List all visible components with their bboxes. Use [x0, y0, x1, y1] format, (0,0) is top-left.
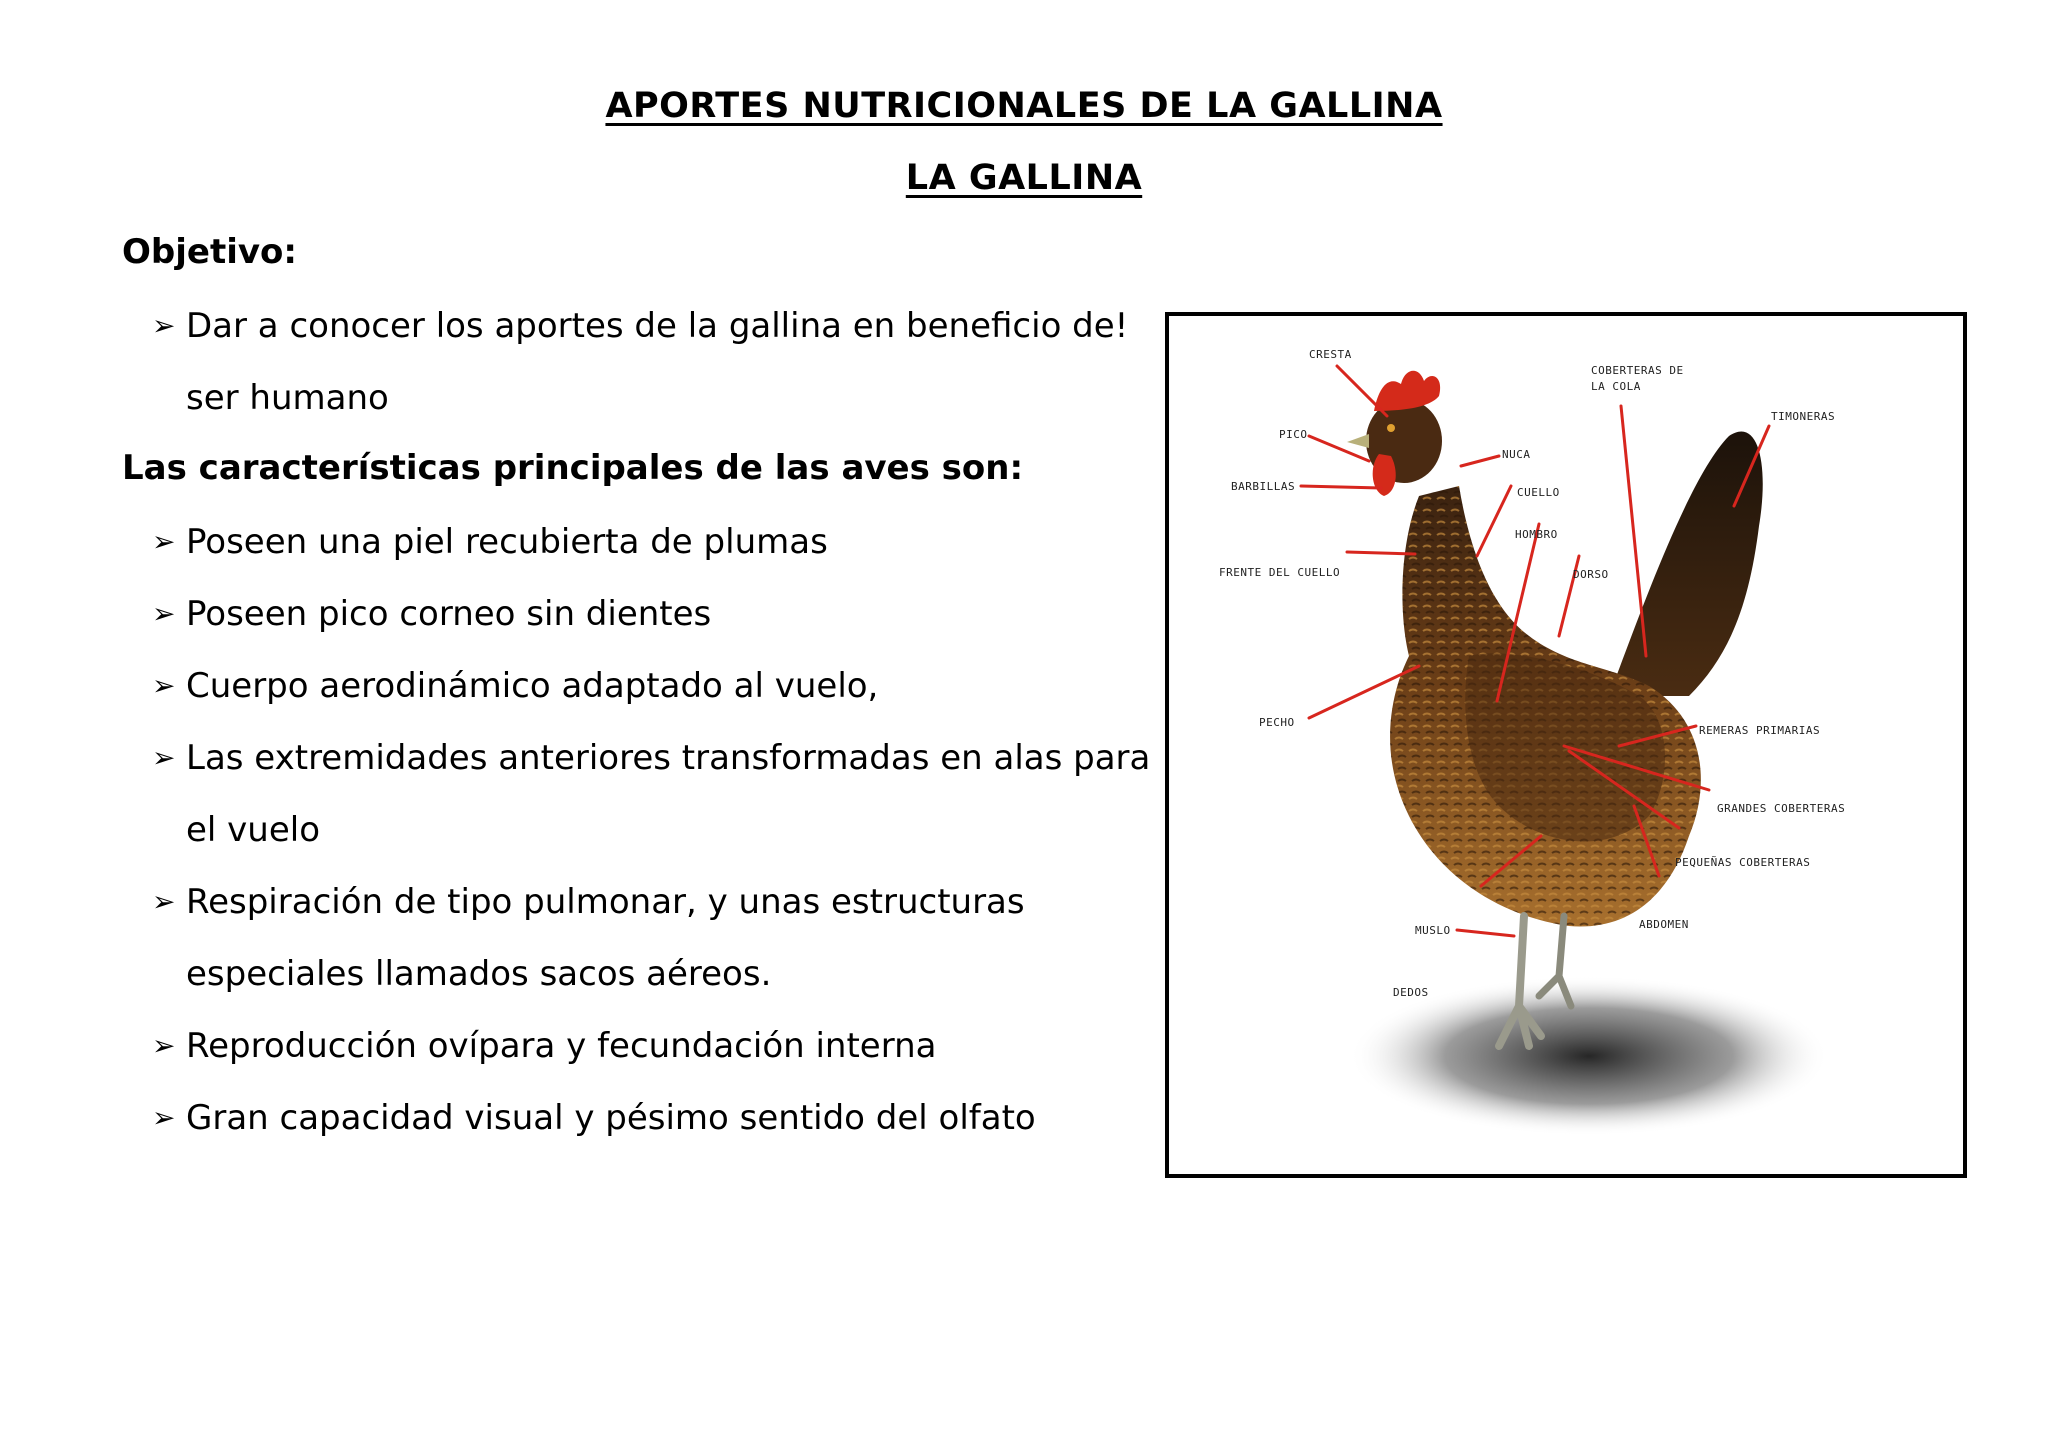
arrow-bullet-icon: ➢	[152, 1101, 176, 1134]
label-grandes-coberteras: GRANDES COBERTERAS	[1717, 802, 1846, 815]
document-title: APORTES NUTRICIONALES DE LA GALLINA	[605, 86, 1443, 126]
arrow-bullet-icon: ➢	[152, 885, 176, 918]
label-muslo: MUSLO	[1415, 924, 1451, 937]
label-dorso: DORSO	[1573, 568, 1609, 581]
hen-beak	[1347, 434, 1369, 448]
label-dedos: DEDOS	[1393, 986, 1429, 999]
label-pico: PICO	[1279, 428, 1308, 441]
hen-anatomy-diagram	[1169, 316, 1963, 1174]
characteristic-item-text: Respiración de tipo pulmonar, y unas estructuras especiales llamados sacos aéreos.	[186, 882, 1025, 994]
arrow-bullet-icon: ➢	[152, 309, 176, 342]
characteristic-item	[152, 1082, 1152, 1154]
characteristic-item-text: Cuerpo aerodinámico adaptado al vuelo,	[186, 666, 879, 706]
arrow-bullet-icon: ➢	[152, 669, 176, 702]
characteristic-item	[152, 650, 1152, 722]
characteristic-item	[152, 506, 1152, 578]
pointer-line-dedos	[1457, 930, 1514, 936]
hen-eye	[1387, 424, 1395, 432]
pointer-line-nuca	[1461, 456, 1499, 466]
document-subtitle: LA GALLINA	[905, 158, 1143, 198]
label-coberteras-cola-line2: LA COLA	[1591, 380, 1641, 393]
hen-tail	[1609, 432, 1763, 696]
objective-item-text: Dar a conocer los aportes de la gallina en beneficio de! ser humano	[186, 306, 1129, 418]
hen-wattle	[1373, 454, 1396, 496]
label-hombro: HOMBRO	[1515, 528, 1558, 541]
objective-heading: Objetivo:	[122, 232, 297, 272]
label-barbillas: BARBILLAS	[1231, 480, 1296, 493]
pointer-line-coberteras-cola	[1621, 406, 1646, 656]
characteristic-item	[152, 1010, 1152, 1082]
ground-shadow	[1349, 976, 1829, 1136]
hen-comb	[1374, 371, 1440, 411]
label-pecho: PECHO	[1259, 716, 1295, 729]
label-remeras-primarias: REMERAS PRIMARIAS	[1699, 724, 1821, 737]
arrow-bullet-icon: ➢	[152, 1029, 176, 1062]
arrow-bullet-icon: ➢	[152, 741, 176, 774]
characteristic-item-text: Poseen una piel recubierta de plumas	[186, 522, 828, 562]
characteristic-item-text: Las extremidades anteriores transformadas en alas para el vuelo	[186, 738, 1151, 850]
label-cresta: CRESTA	[1309, 348, 1352, 361]
pointer-line-frente-cuello	[1347, 552, 1415, 554]
characteristic-item	[152, 866, 1152, 1010]
arrow-bullet-icon: ➢	[152, 597, 176, 630]
arrow-bullet-icon: ➢	[152, 525, 176, 558]
characteristic-item-text: Gran capacidad visual y pésimo sentido del olfato	[186, 1098, 1036, 1138]
characteristic-item-text: Poseen pico corneo sin dientes	[186, 594, 712, 634]
label-timoneras: TIMONERAS	[1771, 410, 1836, 423]
pointer-line-cuello	[1477, 486, 1511, 556]
objective-item	[152, 290, 1152, 434]
characteristics-heading: Las características principales de las aves son:	[122, 448, 1024, 488]
characteristic-item	[152, 578, 1152, 650]
label-coberteras-cola-line1: COBERTERAS DE	[1591, 364, 1684, 377]
pointer-line-barbillas	[1301, 486, 1381, 488]
pointer-line-cresta	[1337, 366, 1387, 416]
label-nuca: NUCA	[1502, 448, 1531, 461]
label-abdomen: ABDOMEN	[1639, 918, 1689, 931]
label-cuello: CUELLO	[1517, 486, 1560, 499]
label-pequenas-coberteras: PEQUEÑAS COBERTERAS	[1675, 856, 1811, 869]
label-frente-cuello: FRENTE DEL CUELLO	[1219, 566, 1341, 579]
hen-anatomy-figure	[1165, 312, 1967, 1178]
characteristic-item	[152, 722, 1152, 866]
characteristic-item-text: Reproducción ovípara y fecundación interna	[186, 1026, 937, 1066]
